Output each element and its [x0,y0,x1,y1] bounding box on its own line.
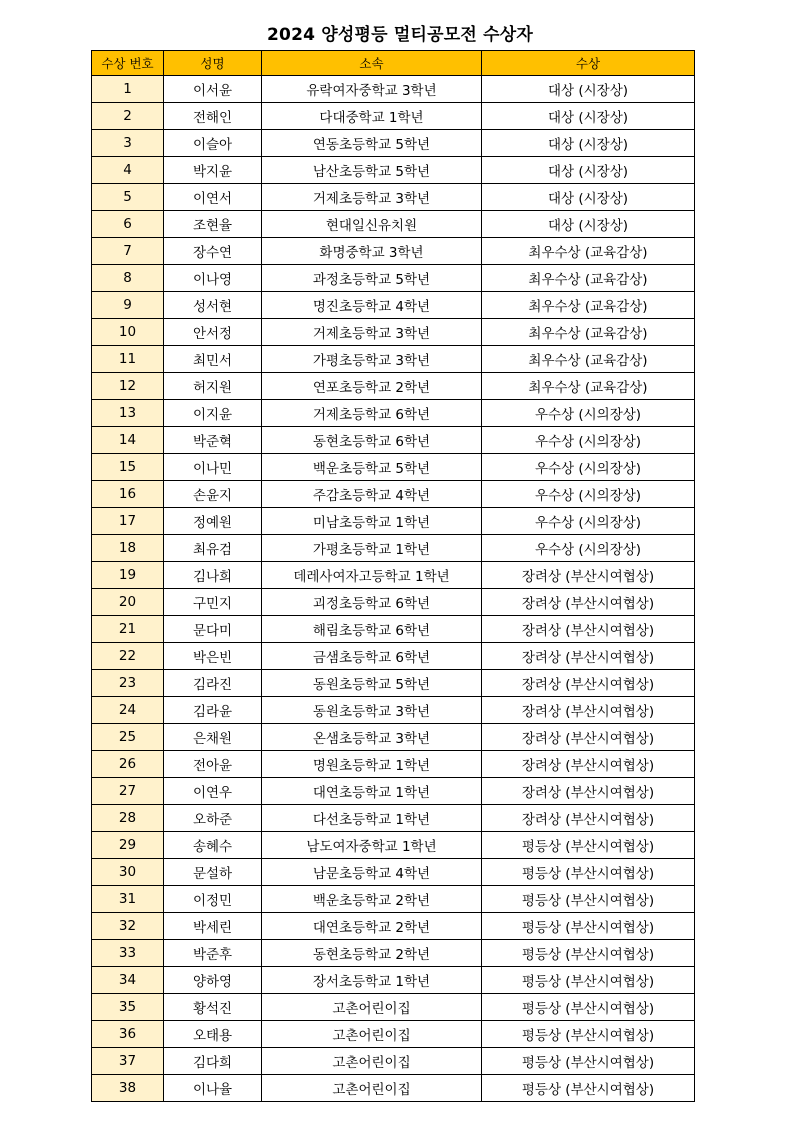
table-row [92,400,695,427]
cell-name: 조현율 [164,211,262,238]
cell-name: 이슬아 [164,130,262,157]
table-row [92,832,695,859]
table-row [92,373,695,400]
cell-award: 대상 (시장상) [482,211,695,238]
table-row [92,292,695,319]
cell-award: 평등상 (부산시여협상) [482,1048,695,1075]
page-title: 2024 양성평등 멀티공모전 수상자 [267,25,533,45]
cell-name: 안서정 [164,319,262,346]
cell-award: 장려상 (부산시여협상) [482,643,695,670]
cell-name: 최민서 [164,346,262,373]
cell-number: 37 [92,1048,164,1075]
cell-affiliation: 괴정초등학교 6학년 [262,589,482,616]
table-header-row [92,51,695,76]
table-row [92,76,695,103]
cell-affiliation: 다대중학교 1학년 [262,103,482,130]
cell-number: 30 [92,859,164,886]
cell-number: 26 [92,751,164,778]
cell-affiliation: 미남초등학교 1학년 [262,508,482,535]
cell-award: 평등상 (부산시여협상) [482,940,695,967]
cell-name: 박준후 [164,940,262,967]
table-row [92,967,695,994]
cell-name: 김다희 [164,1048,262,1075]
table-row [92,616,695,643]
cell-name: 전해인 [164,103,262,130]
cell-affiliation: 고촌어린이집 [262,1048,482,1075]
cell-number: 27 [92,778,164,805]
cell-number: 6 [92,211,164,238]
cell-name: 이서윤 [164,76,262,103]
cell-award: 장려상 (부산시여협상) [482,697,695,724]
cell-award: 장려상 (부산시여협상) [482,616,695,643]
cell-award: 평등상 (부산시여협상) [482,913,695,940]
cell-affiliation: 현대일신유치원 [262,211,482,238]
cell-number: 7 [92,238,164,265]
cell-number: 16 [92,481,164,508]
table-row [92,265,695,292]
cell-award: 평등상 (부산시여협상) [482,967,695,994]
table-row [92,778,695,805]
cell-name: 이나율 [164,1075,262,1102]
cell-number: 10 [92,319,164,346]
cell-name: 오하준 [164,805,262,832]
cell-affiliation: 동현초등학교 6학년 [262,427,482,454]
cell-number: 11 [92,346,164,373]
table-row [92,508,695,535]
cell-name: 송혜수 [164,832,262,859]
cell-name: 오태용 [164,1021,262,1048]
cell-award: 대상 (시장상) [482,103,695,130]
table-row [92,103,695,130]
cell-award: 최우수상 (교육감상) [482,373,695,400]
cell-affiliation: 고촌어린이집 [262,994,482,1021]
cell-affiliation: 동현초등학교 2학년 [262,940,482,967]
cell-number: 38 [92,1075,164,1102]
cell-affiliation: 연동초등학교 5학년 [262,130,482,157]
cell-affiliation: 유락여자중학교 3학년 [262,76,482,103]
cell-affiliation: 거제초등학교 6학년 [262,400,482,427]
cell-number: 20 [92,589,164,616]
cell-name: 박준혁 [164,427,262,454]
cell-number: 2 [92,103,164,130]
cell-number: 19 [92,562,164,589]
table-row [92,346,695,373]
cell-name: 문설하 [164,859,262,886]
cell-name: 문다미 [164,616,262,643]
cell-award: 평등상 (부산시여협상) [482,1075,695,1102]
cell-number: 32 [92,913,164,940]
cell-name: 박은빈 [164,643,262,670]
cell-name: 김나희 [164,562,262,589]
awards-table [91,50,695,1102]
table-row [92,697,695,724]
table-row [92,535,695,562]
column-header-name: 성명 [164,51,262,76]
cell-number: 9 [92,292,164,319]
cell-affiliation: 다선초등학교 1학년 [262,805,482,832]
table-row [92,1048,695,1075]
table-row [92,940,695,967]
table-row [92,643,695,670]
cell-affiliation: 거제초등학교 3학년 [262,184,482,211]
cell-name: 김라진 [164,670,262,697]
table-row [92,427,695,454]
cell-number: 22 [92,643,164,670]
cell-number: 5 [92,184,164,211]
cell-number: 36 [92,1021,164,1048]
cell-number: 28 [92,805,164,832]
cell-affiliation: 고촌어린이집 [262,1075,482,1102]
cell-name: 이연서 [164,184,262,211]
table-row [92,481,695,508]
table-row [92,184,695,211]
table-row [92,589,695,616]
cell-award: 장려상 (부산시여협상) [482,589,695,616]
cell-affiliation: 해림초등학교 6학년 [262,616,482,643]
cell-number: 1 [92,76,164,103]
cell-award: 최우수상 (교육감상) [482,265,695,292]
cell-name: 허지원 [164,373,262,400]
cell-name: 양하영 [164,967,262,994]
cell-number: 25 [92,724,164,751]
cell-number: 17 [92,508,164,535]
cell-affiliation: 남도여자중학교 1학년 [262,832,482,859]
cell-name: 이연우 [164,778,262,805]
cell-affiliation: 데레사여자고등학교 1학년 [262,562,482,589]
cell-affiliation: 남문초등학교 4학년 [262,859,482,886]
cell-affiliation: 가평초등학교 1학년 [262,535,482,562]
cell-name: 장수연 [164,238,262,265]
cell-name: 이나민 [164,454,262,481]
cell-affiliation: 주감초등학교 4학년 [262,481,482,508]
cell-number: 35 [92,994,164,1021]
cell-number: 3 [92,130,164,157]
table-row [92,1021,695,1048]
cell-affiliation: 금샘초등학교 6학년 [262,643,482,670]
cell-affiliation: 대연초등학교 2학년 [262,913,482,940]
cell-name: 은채원 [164,724,262,751]
table-row [92,751,695,778]
cell-award: 장려상 (부산시여협상) [482,670,695,697]
cell-number: 29 [92,832,164,859]
cell-name: 이정민 [164,886,262,913]
table-row [92,1075,695,1102]
cell-award: 우수상 (시의장상) [482,508,695,535]
cell-award: 장려상 (부산시여협상) [482,562,695,589]
cell-number: 18 [92,535,164,562]
cell-award: 최우수상 (교육감상) [482,319,695,346]
cell-award: 우수상 (시의장상) [482,427,695,454]
table-row [92,670,695,697]
column-header-number: 수상 번호 [92,51,164,76]
cell-number: 13 [92,400,164,427]
cell-award: 대상 (시장상) [482,184,695,211]
table-row [92,319,695,346]
cell-award: 최우수상 (교육감상) [482,346,695,373]
cell-number: 31 [92,886,164,913]
cell-award: 장려상 (부산시여협상) [482,724,695,751]
cell-number: 14 [92,427,164,454]
cell-name: 손윤지 [164,481,262,508]
cell-number: 12 [92,373,164,400]
cell-affiliation: 대연초등학교 1학년 [262,778,482,805]
cell-award: 우수상 (시의장상) [482,535,695,562]
cell-name: 전아윤 [164,751,262,778]
cell-number: 8 [92,265,164,292]
cell-affiliation: 장서초등학교 1학년 [262,967,482,994]
cell-affiliation: 온샘초등학교 3학년 [262,724,482,751]
cell-name: 황석진 [164,994,262,1021]
cell-award: 평등상 (부산시여협상) [482,859,695,886]
cell-award: 최우수상 (교육감상) [482,292,695,319]
cell-name: 박세린 [164,913,262,940]
cell-name: 성서현 [164,292,262,319]
table-row [92,994,695,1021]
table-row [92,913,695,940]
cell-name: 이지윤 [164,400,262,427]
cell-affiliation: 명원초등학교 1학년 [262,751,482,778]
cell-award: 우수상 (시의장상) [482,400,695,427]
cell-affiliation: 화명중학교 3학년 [262,238,482,265]
cell-name: 김라윤 [164,697,262,724]
table-body [92,76,695,1102]
table-row [92,805,695,832]
cell-name: 정예원 [164,508,262,535]
table-row [92,238,695,265]
cell-affiliation: 고촌어린이집 [262,1021,482,1048]
cell-affiliation: 백운초등학교 2학년 [262,886,482,913]
cell-number: 4 [92,157,164,184]
table-row [92,886,695,913]
cell-affiliation: 동원초등학교 3학년 [262,697,482,724]
cell-number: 21 [92,616,164,643]
column-header-affiliation: 소속 [262,51,482,76]
cell-affiliation: 명진초등학교 4학년 [262,292,482,319]
cell-affiliation: 과정초등학교 5학년 [262,265,482,292]
table-row [92,724,695,751]
cell-award: 평등상 (부산시여협상) [482,1021,695,1048]
table-row [92,859,695,886]
cell-award: 장려상 (부산시여협상) [482,751,695,778]
cell-affiliation: 남산초등학교 5학년 [262,157,482,184]
cell-award: 평등상 (부산시여협상) [482,886,695,913]
cell-award: 장려상 (부산시여협상) [482,805,695,832]
table-row [92,157,695,184]
cell-award: 평등상 (부산시여협상) [482,994,695,1021]
cell-award: 대상 (시장상) [482,76,695,103]
cell-name: 이나영 [164,265,262,292]
cell-number: 23 [92,670,164,697]
cell-number: 15 [92,454,164,481]
cell-award: 우수상 (시의장상) [482,454,695,481]
table-row [92,211,695,238]
cell-affiliation: 동원초등학교 5학년 [262,670,482,697]
cell-affiliation: 거제초등학교 3학년 [262,319,482,346]
cell-number: 33 [92,940,164,967]
cell-affiliation: 가평초등학교 3학년 [262,346,482,373]
cell-number: 34 [92,967,164,994]
cell-name: 최유검 [164,535,262,562]
cell-award: 대상 (시장상) [482,157,695,184]
cell-name: 박지윤 [164,157,262,184]
cell-award: 장려상 (부산시여협상) [482,778,695,805]
cell-award: 대상 (시장상) [482,130,695,157]
cell-award: 우수상 (시의장상) [482,481,695,508]
table-row [92,130,695,157]
cell-award: 최우수상 (교육감상) [482,238,695,265]
column-header-award: 수상 [482,51,695,76]
cell-award: 평등상 (부산시여협상) [482,832,695,859]
table-row [92,562,695,589]
cell-name: 구민지 [164,589,262,616]
table-row [92,454,695,481]
cell-affiliation: 백운초등학교 5학년 [262,454,482,481]
cell-affiliation: 연포초등학교 2학년 [262,373,482,400]
cell-number: 24 [92,697,164,724]
